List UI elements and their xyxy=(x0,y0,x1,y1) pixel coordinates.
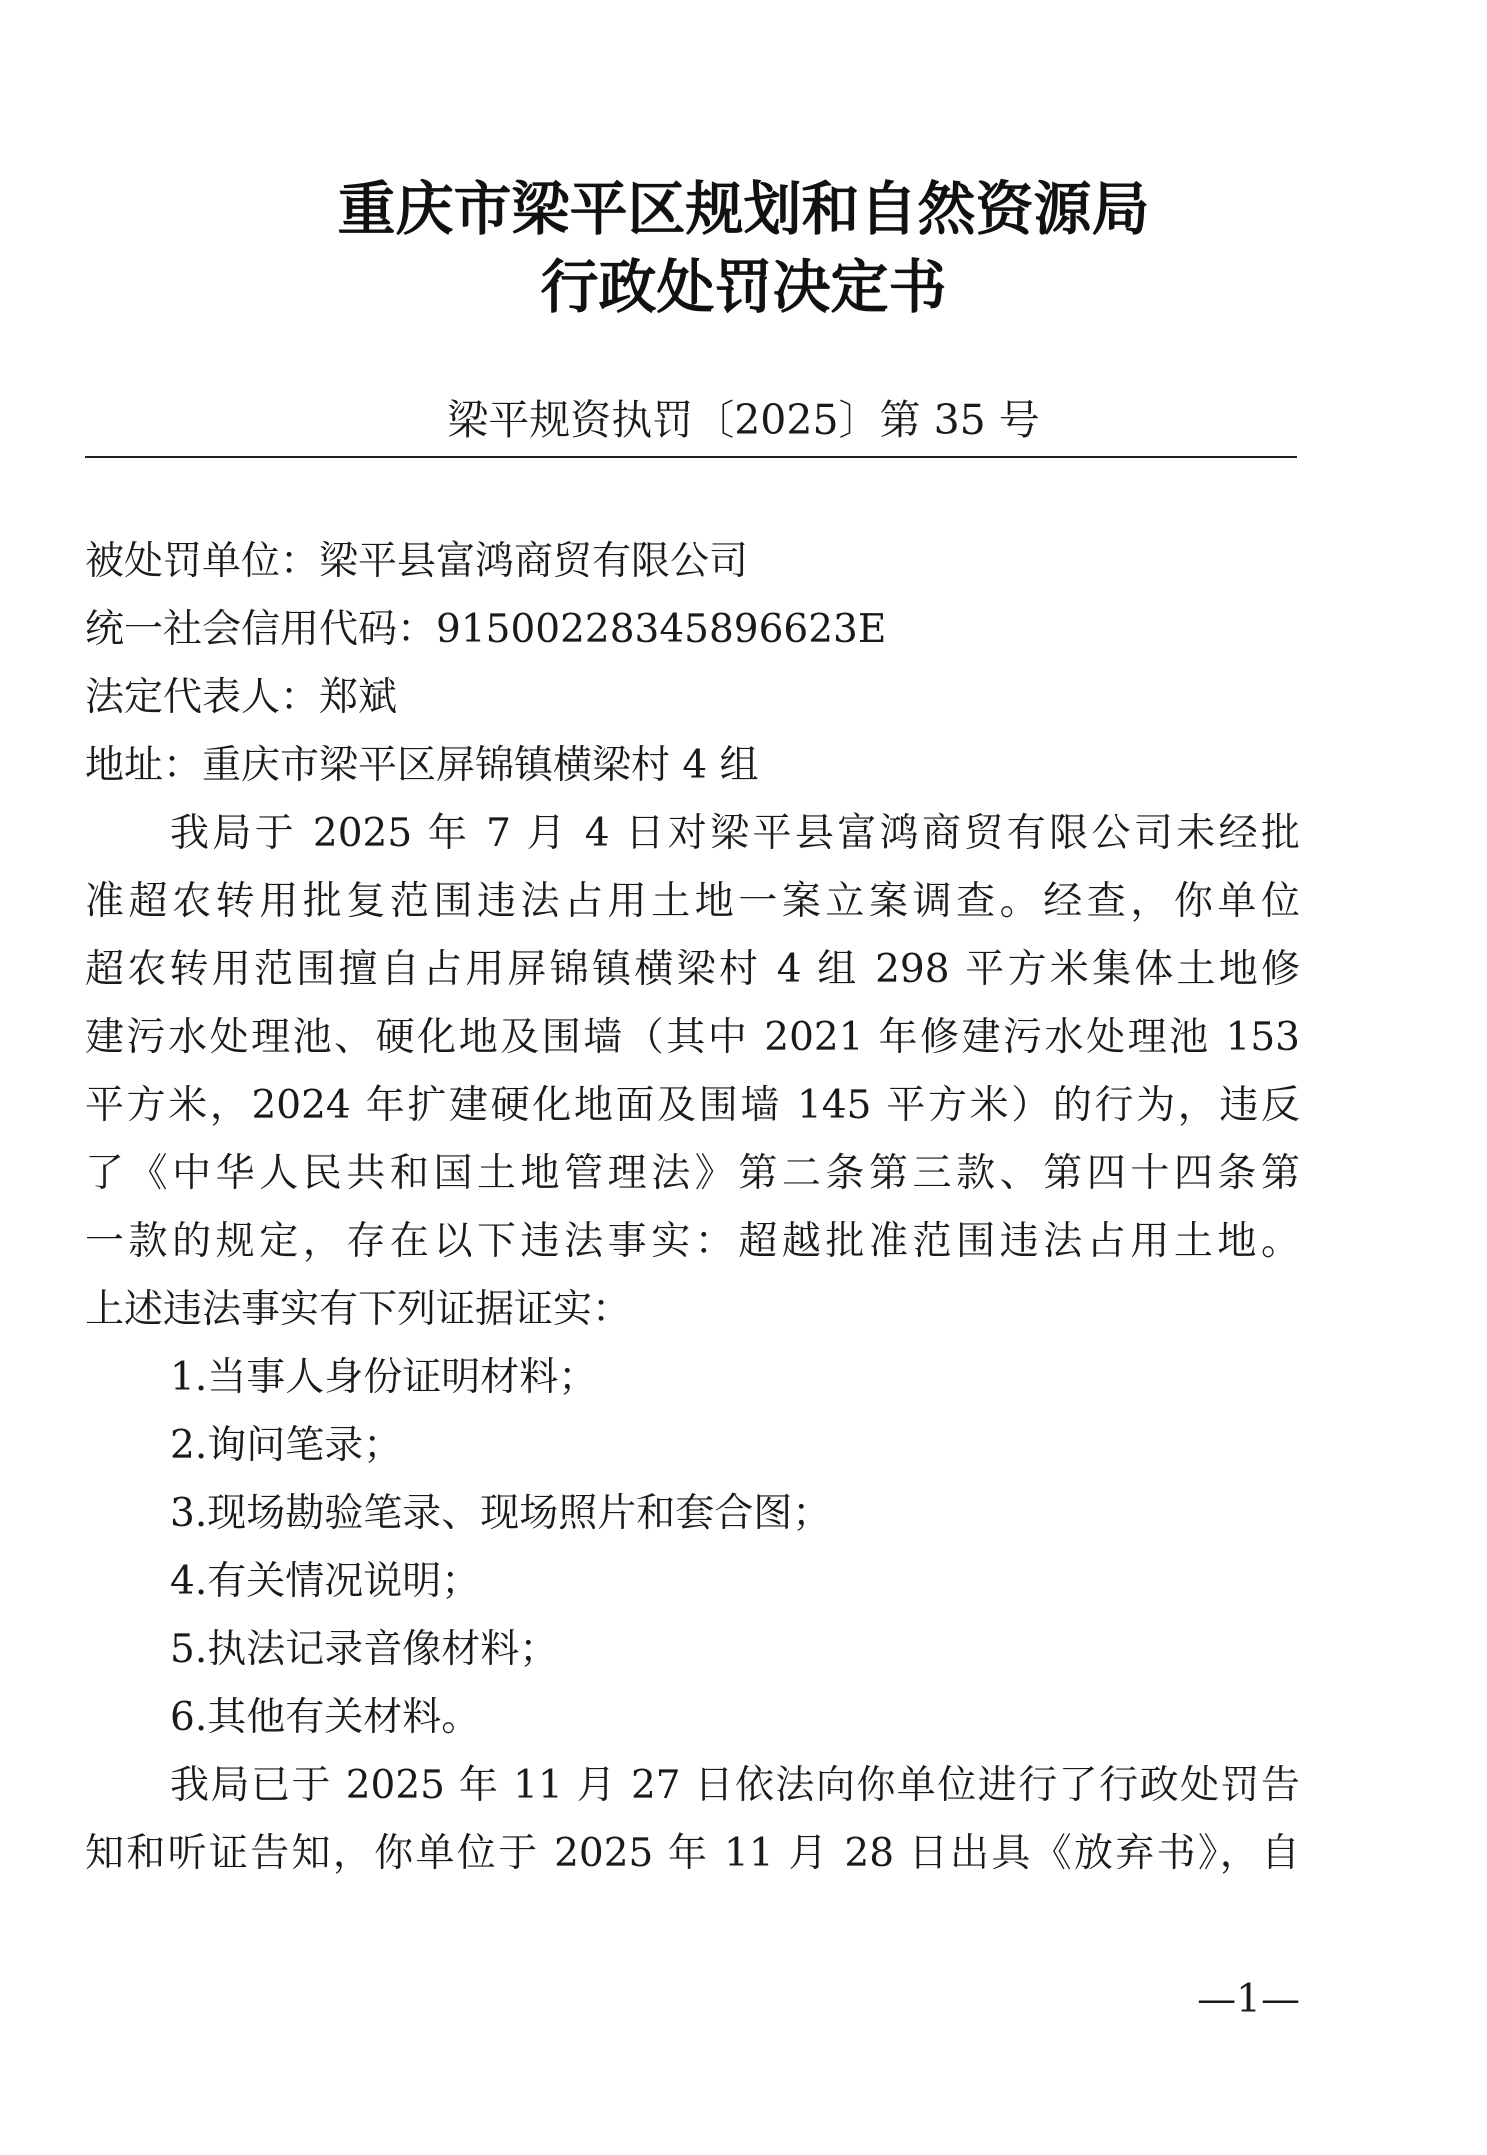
paragraph-line: 上述违法事实有下列证据证实： xyxy=(85,1287,632,1332)
paragraph-line: 我局于 2025 年 7 月 4 日对梁平县富鸿商贸有限公司未经批 xyxy=(170,811,1300,856)
paragraph-line: 超农转用范围擅自占用屏锦镇横梁村 4 组 298 平方米集体土地修 xyxy=(85,947,1300,992)
document-title-type: 行政处罚决定书 xyxy=(540,253,947,321)
paragraph-line: 知和听证告知，你单位于 2025 年 11 月 28 日出具《放弃书》，自 xyxy=(85,1831,1300,1876)
penalized-unit: 被处罚单位：梁平县富鸿商贸有限公司 xyxy=(85,539,749,584)
evidence-item: 6.其他有关材料。 xyxy=(170,1695,481,1740)
paragraph-line: 平方米，2024 年扩建硬化地面及围墙 145 平方米）的行为，违反 xyxy=(85,1083,1300,1128)
evidence-item: 2.询问笔录； xyxy=(170,1423,403,1468)
page-number: —1— xyxy=(1197,1977,1300,2022)
document-title-issuer: 重庆市梁平区规划和自然资源局 xyxy=(337,175,1150,243)
address: 地址：重庆市梁平区屏锦镇横梁村 4 组 xyxy=(85,743,759,788)
evidence-item: 3.现场勘验笔录、现场照片和套合图； xyxy=(170,1491,832,1536)
paragraph-line: 了《中华人民共和国土地管理法》第二条第三款、第四十四条第 xyxy=(85,1151,1300,1196)
paragraph-line: 建污水处理池、硬化地及围墙（其中 2021 年修建污水处理池 153 xyxy=(85,1015,1300,1060)
evidence-item: 1.当事人身份证明材料； xyxy=(170,1355,598,1400)
evidence-item: 4.有关情况说明； xyxy=(170,1559,481,1604)
paragraph-line: 一款的规定，存在以下违法事实：超越批准范围违法占用土地。 xyxy=(85,1219,1300,1264)
legal-representative: 法定代表人：郑斌 xyxy=(85,675,398,720)
paragraph-line: 准超农转用批复范围违法占用土地一案立案调查。经查，你单位 xyxy=(85,879,1300,924)
paragraph-line: 我局已于 2025 年 11 月 27 日依法向你单位进行了行政处罚告 xyxy=(170,1763,1300,1808)
document-number: 梁平规资执罚〔2025〕第 35 号 xyxy=(447,396,1040,444)
header-divider xyxy=(85,456,1297,458)
credit-code: 统一社会信用代码：91500228345896623E xyxy=(85,607,887,652)
evidence-item: 5.执法记录音像材料； xyxy=(170,1627,559,1672)
